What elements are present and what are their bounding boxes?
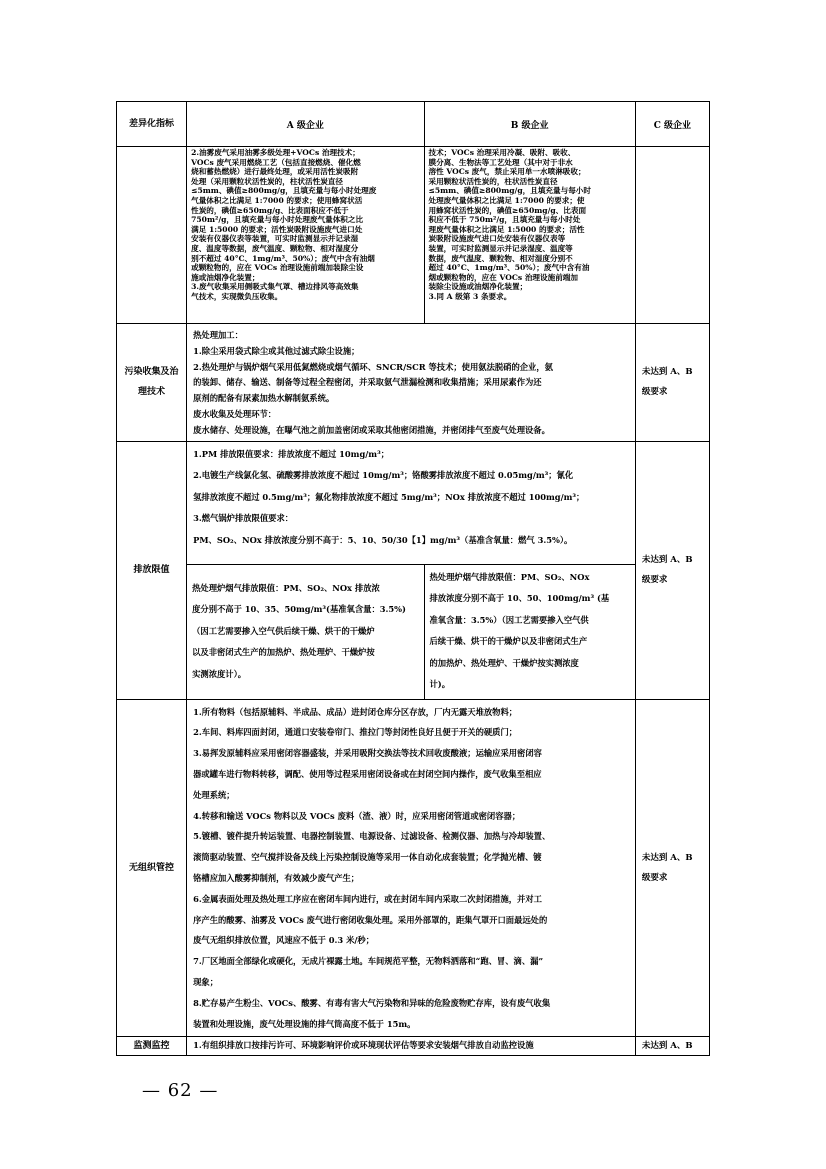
text-line: 溶性 VOCs 废气，禁止采用单一水喷淋吸收； [428, 167, 586, 177]
page-number: — 62 — [142, 1080, 219, 1101]
text-line: 热处理炉烟气排放限值：PM、SO₂、NOx 排放浓 [192, 582, 380, 593]
text-line: 烟或颗粒物的，应在 VOCs 治理设施前端加 [428, 272, 578, 282]
pollution-control-requirements [187, 324, 636, 442]
text-line: （因工艺需要掺入空气供后续干燥、烘干的干燥炉 [192, 625, 375, 636]
text-line: 8.贮存易产生粉尘、VOCs、酸雾、有毒有害大气污染物和异味的危险废物贮存库，设有废气收集 [193, 997, 551, 1008]
cont-grade-a-cell [187, 147, 424, 324]
text-line: 3.废气收集采用侧吸式集气罩、槽边排风等高效集 [191, 282, 359, 292]
text-line: 2.车间、料库四面封闭，通道口安装卷帘门、推拉门等封闭性良好且便于开关的硬质门； [193, 727, 518, 738]
text-line: 理废气量体积之比满足 1:5000 的要求；活性 [428, 224, 585, 234]
text-line: PM、SO₂、NOx 排放浓度分别不高于：5、10、50/30【1】mg/m³（基准含氧量：燃气 3.5%）。 [193, 534, 573, 545]
header-grade-c: C 级企业 [635, 102, 709, 147]
header-indicator: 差异化指标 [117, 102, 187, 147]
text-line: 膜分离、生物法等工艺处理（其中对于非水 [428, 157, 573, 167]
monitoring-grade-c: 未达到 A、B [635, 1037, 709, 1056]
text-line: 超过 40°C、1mg/m³、50%）；废气中含有油 [428, 263, 590, 273]
monitoring-requirements: 1.有组织排放口按排污许可、环境影响评价或环境现状评估等要求安装烟气排放自动监控设施 [187, 1037, 636, 1056]
text-line: 2.油雾废气采用油雾多级处理+VOCs 治理技术； [191, 148, 360, 157]
fugitive-control-requirements [187, 699, 636, 1037]
text-line: 4.转移和输送 VOCs 物料以及 VOCs 废料（渣、液）时，应采用密闭管道或密闭容器； [193, 810, 521, 821]
text-line: 处理（采用颗粒状活性炭的，柱状活性炭直径 [191, 176, 343, 186]
table-row-emission-split [117, 564, 710, 699]
text-line: 技术；VOCs 治理采用冷凝、吸附、吸收、 [428, 148, 576, 157]
text-line: 积应不低于 750m²/g，且填充量与每小时处 [428, 215, 581, 225]
text-line: 铬槽应加入酸雾抑制剂，有效减少废气产生； [193, 872, 360, 883]
text-line: 计)。 [429, 679, 451, 690]
text-line: 3.易挥发原辅料应采用密闭容器盛装，并采用吸附交换法等技术回收废酸液；运输应采用密闭容 [193, 748, 542, 759]
text-line: 的加热炉、热处理炉、干燥炉按实测浓度 [429, 657, 579, 668]
text-line: 准氧含量：3.5%）（因工艺需要掺入空气供 [429, 614, 589, 625]
text-line: 施或油烟净化装置； [191, 272, 260, 282]
text-line: 装置，可实时监测显示并记录湿度、温度等 [428, 243, 573, 253]
text-line: 或颗粒物的，应在 VOCs 治理设施前端加装除尘设 [191, 263, 364, 273]
row-label-emission-limits: 排放限值 [117, 441, 187, 699]
table-row-continuation [117, 147, 710, 324]
text-line: 1.PM 排放限值要求：排放浓度不超过 10mg/m³； [193, 448, 389, 459]
text-line: ≤5mm、碘值≥800mg/g，且填充量与每小时 [428, 186, 591, 196]
text-line: 度、温度等数据，废气温度、颗粒物、相对湿度分 [191, 243, 359, 253]
text-line: 废水收集及处理环节： [193, 408, 277, 419]
text-line: 烧和蓄热燃烧）进行最终处理，或采用活性炭吸附 [191, 167, 359, 177]
text-line: 安装有仪器仪表等装置，可实时监测显示并记录湿 [191, 234, 359, 244]
text-line: 2.热处理炉与锅炉烟气采用低氮燃烧或烟气循环、SNCR/SCR 等技术；使用氨法脱硝的企业，氨 [193, 361, 553, 372]
emission-common-requirements [187, 441, 636, 564]
text-line: 满足 1:5000 的要求；活性炭吸附设施废气进口处 [191, 224, 363, 234]
text-line: 废水储存、处理设施，在曝气池之前加盖密闭或采取其他密闭措施，并密闭排气至废气处理设备。 [193, 424, 550, 435]
table-row-fugitive-control [117, 699, 710, 1037]
row-label-pollution-control: 污染收集及治理技术 [117, 324, 187, 442]
fugitive-control-grade-c: 未达到 A、B 级要求 [635, 699, 709, 1037]
text-line: 5.镀槽、镀件提升转运装置、电器控制装置、电源设备、过滤设备、检测仪器、加热与冷却装置、 [193, 831, 551, 842]
cont-grade-c-cell [635, 147, 709, 324]
pollution-control-grade-c: 未达到 A、B 级要求 [635, 324, 709, 442]
text-line: 的装卸、储存、输送、制备等过程全程密闭，并采取氨气泄漏检测和收集措施；采用尿素作为还 [193, 377, 542, 388]
table-header-row [117, 102, 710, 147]
text-line: 以及非密闭式生产的加热炉、热处理炉、干燥炉按 [192, 647, 375, 658]
text-line: 器或罐车进行物料转移，调配、使用等过程采用密闭设备或在封闭空间内操作，废气收集至相应 [193, 768, 542, 779]
text-line: 采用颗粒状活性炭的，柱状活性炭直径 [428, 176, 558, 186]
table-row-monitoring [117, 1037, 710, 1056]
text-line: 6.金属表面处理及热处理工序应在密闭车间内进行，或在封闭车间内采取二次封闭措施，并对工 [193, 893, 542, 904]
text-line: 3.同 A 级第 3 条要求。 [428, 291, 512, 301]
text-line: 别不超过 40°C、1mg/m³、50%）；废气中含有油烟 [191, 253, 375, 263]
cont-label-cell [117, 147, 187, 324]
text-line: 750m²/g，且填充量与每小时处理废气量体积之比 [191, 215, 364, 225]
text-line: VOCs 废气采用燃烧工艺（包括直接燃烧、催化燃 [191, 157, 361, 167]
cont-grade-b-cell [424, 147, 635, 324]
emission-grade-a-cell [187, 564, 424, 699]
text-line: 数据，废气温度、颗粒物、相对湿度分别不 [428, 253, 573, 263]
emission-grade-c: 未达到 A、B 级要求 [635, 441, 709, 699]
text-line: 气技术，实现微负压收集。 [191, 291, 283, 301]
text-line: 2.电镀生产线氯化氢、硫酸雾排放浓度不超过 10mg/m³；铬酸雾排放浓度不超过 0.05mg/m³；氰化 [193, 470, 574, 481]
text-line: 氢排放浓度不超过 0.5mg/m³；氟化物排放浓度不超过 5mg/m³；NOx 排放浓度不超过 100mg/m³； [193, 491, 585, 502]
text-line: 热处理加工： [193, 330, 243, 340]
header-grade-a: A 级企业 [187, 102, 424, 147]
text-line: 气量体积之比满足 1:7000 的要求；使用蜂窝状活 [191, 195, 363, 205]
text-line: 1.所有物料（包括原辅料、半成品、成品）进封闭仓库分区存放，厂内无露天堆放物料； [193, 706, 518, 717]
text-line: 现象； [193, 976, 219, 987]
emission-grade-b-cell [424, 564, 635, 699]
text-line: 序产生的酸雾、油雾及 VOCs 废气进行密闭收集处理。采用外部罩的，距集气罩开口面最远处的 [193, 914, 548, 925]
text-line: 后续干燥、烘干的干燥炉以及非密闭式生产 [429, 636, 588, 647]
text-line: 处理废气量体积之比满足 1:7000 的要求；使 [428, 195, 585, 205]
text-line: 排放浓度分别不高于 10、50、100mg/m³ (基 [429, 593, 610, 604]
text-line: 滚筒驱动装置、空气搅拌设备及线上污染控制设施等采用一体自动化成套装置；化学抛光槽、镀 [193, 852, 542, 863]
row-label-monitoring: 监测监控 [117, 1037, 187, 1056]
text-line: 7.厂区地面全部绿化或硬化，无成片裸露土地。车间规范平整，无物料洒落和“跑、冒、滴、漏” [193, 956, 544, 967]
text-line: 处理系统； [193, 789, 235, 800]
row-label-fugitive-control: 无组织管控 [117, 699, 187, 1037]
table-row-emission-limits [117, 441, 710, 564]
grading-table [116, 101, 710, 1056]
text-line: 废气无组织排放位置，风速应不低于 0.3 米/秒； [193, 935, 374, 946]
text-line: 用蜂窝状活性炭的，碘值≥650mg/g、比表面 [428, 205, 587, 215]
text-line: 3.燃气锅炉排放限值要求： [193, 513, 294, 524]
header-grade-b: B 级企业 [424, 102, 635, 147]
text-line: 性炭的，碘值≥650mg/g、比表面积应不低于 [191, 205, 349, 215]
text-line: ≤5mm、碘值≥800mg/g，且填充量与每小时处理废 [191, 186, 377, 196]
text-line: 度分别不高于 10、35、50mg/m³(基准氧含量：3.5%) [192, 604, 406, 615]
text-line: 1.除尘采用袋式除尘或其他过滤式除尘设施； [193, 345, 360, 356]
text-line: 炭吸附设施废气进口处安装有仪器仪表等 [428, 234, 566, 244]
text-line: 装除尘设施或油烟净化装置； [428, 282, 528, 292]
text-line: 装置和处理设施，废气处理设施的排气筒高度不低于 15m。 [193, 1018, 416, 1029]
text-line: 原剂的配备有尿素加热水解制氨系统。 [193, 393, 335, 404]
table-row-pollution-control [117, 324, 710, 442]
text-line: 实测浓度计）。 [192, 668, 247, 679]
text-line: 热处理炉烟气排放限值：PM、SO₂、NOx [429, 571, 590, 582]
